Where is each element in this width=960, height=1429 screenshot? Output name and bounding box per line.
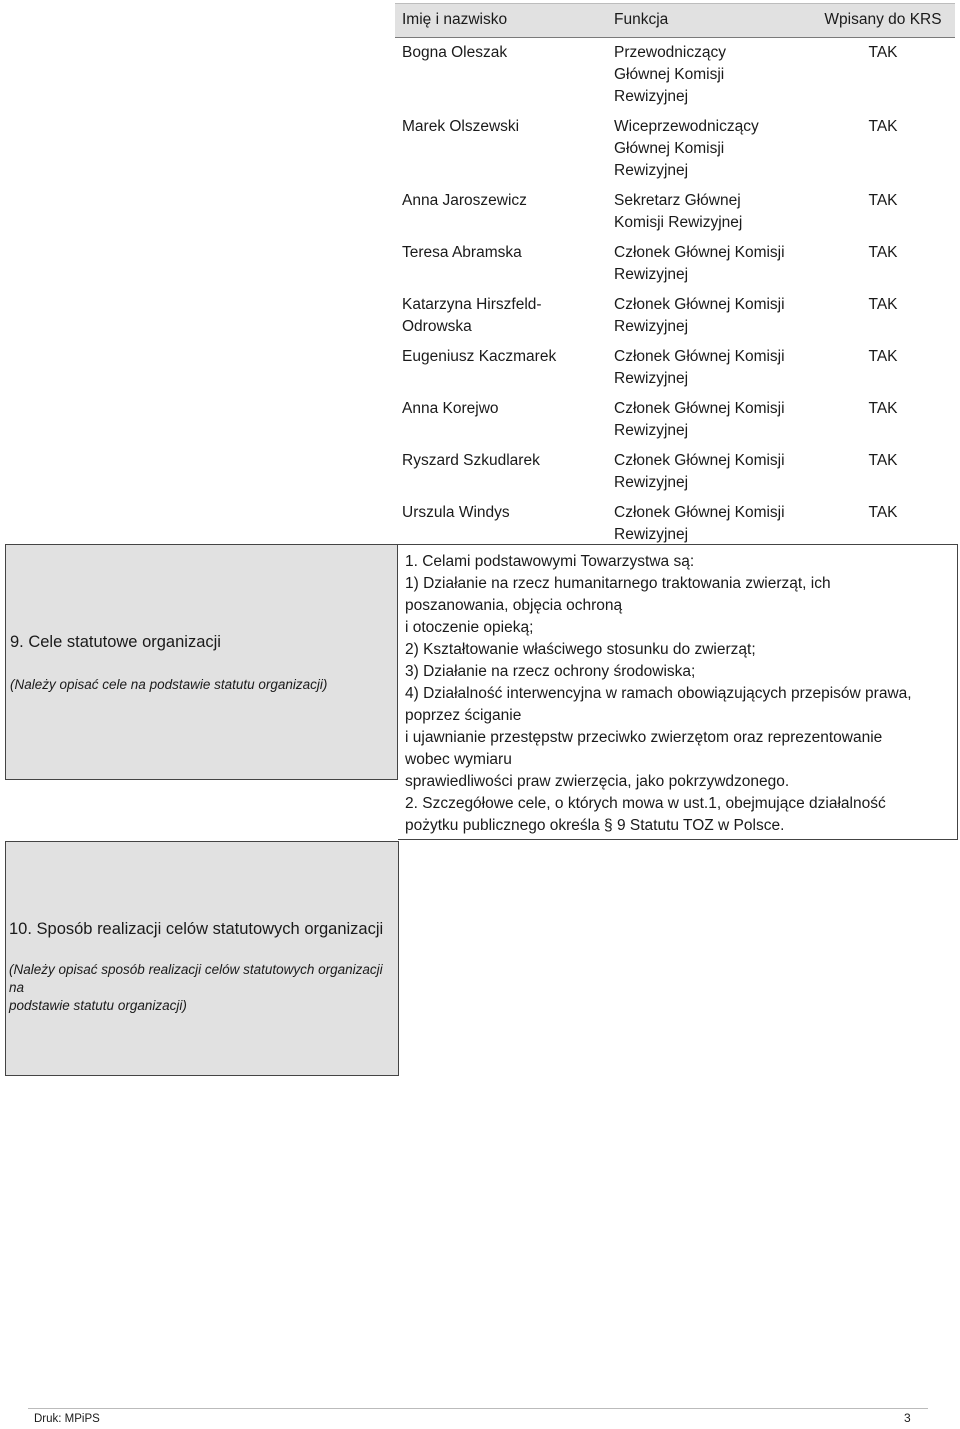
table-header-row — [395, 4, 955, 38]
member-krs: TAK — [868, 348, 898, 365]
header-krs: Wpisany do KRS — [811, 4, 955, 38]
section9-line: wobec wymiaru — [405, 751, 512, 768]
footer-divider — [28, 1408, 928, 1409]
section9-line: 2) Kształtowanie właściwego stosunku do zwierząt; — [405, 641, 756, 658]
member-function — [607, 38, 811, 113]
section9-line: pożytku publicznego określa § 9 Statutu TOZ w Polsce. — [405, 817, 785, 834]
members-table-body — [395, 38, 955, 551]
table-row — [395, 112, 955, 186]
member-function-line: Członek Głównej Komisji — [614, 296, 785, 313]
member-name-line: Ryszard Szkudlarek — [402, 452, 540, 469]
member-krs: TAK — [868, 192, 898, 209]
section9-line: poprzez ściganie — [405, 707, 522, 724]
section9-hint: (Należy opisać cele na podstawie statutu organizacji) — [10, 677, 328, 692]
table-row — [395, 446, 955, 498]
section9-line: 1. Celami podstawowymi Towarzystwa są: — [405, 553, 695, 570]
table-row — [395, 186, 955, 238]
member-krs: TAK — [868, 296, 898, 313]
member-function — [607, 446, 811, 498]
member-name-line: Marek Olszewski — [402, 118, 520, 135]
member-name — [395, 186, 607, 238]
member-name-line: Urszula Windys — [402, 504, 510, 521]
member-function-line: Sekretarz Głównej — [614, 192, 741, 209]
member-function-line: Głównej Komisji — [614, 140, 725, 157]
member-function-line: Rewizyjnej — [614, 266, 689, 283]
section9-line: poszanowania, objęcia ochroną — [405, 597, 623, 614]
member-name-line: Katarzyna Hirszfeld- — [402, 296, 542, 313]
table-row — [395, 238, 955, 290]
page-number: 3 — [904, 1411, 911, 1425]
member-krs: TAK — [868, 400, 898, 417]
member-name-line: Odrowska — [402, 318, 472, 335]
member-function-line: Rewizyjnej — [614, 526, 689, 543]
member-name — [395, 112, 607, 186]
table-row — [395, 498, 955, 550]
member-function-line: Członek Głównej Komisji — [614, 348, 785, 365]
table-row — [395, 38, 955, 113]
member-function-line: Głównej Komisji — [614, 66, 725, 83]
member-function-line: Rewizyjnej — [614, 370, 689, 387]
member-function-line: Członek Głównej Komisji — [614, 504, 785, 521]
section10-hint — [9, 961, 399, 1015]
member-function — [607, 498, 811, 550]
header-function: Funkcja — [607, 4, 811, 38]
member-function-line: Rewizyjnej — [614, 88, 689, 105]
member-function-line: Członek Głównej Komisji — [614, 244, 785, 261]
member-name — [395, 290, 607, 342]
member-krs: TAK — [868, 44, 898, 61]
member-krs: TAK — [868, 504, 898, 521]
section9-line: sprawiedliwości praw zwierzęcia, jako pokrzywdzonego. — [405, 773, 790, 790]
members-table — [395, 3, 955, 550]
member-name — [395, 38, 607, 113]
section10-title: 10. Sposób realizacji celów statutowych organizacji — [9, 920, 384, 938]
member-krs: TAK — [868, 452, 898, 469]
member-krs: TAK — [868, 118, 898, 135]
table-row — [395, 290, 955, 342]
table-row — [395, 342, 955, 394]
section10-hint-line: podstawie statutu organizacji) — [9, 998, 187, 1013]
member-function-line: Rewizyjnej — [614, 474, 689, 491]
member-name — [395, 498, 607, 550]
section9-text — [405, 551, 949, 837]
header-name: Imię i nazwisko — [395, 4, 607, 38]
section10-hint-line: (Należy opisać sposób realizacji celów statutowych organizacji na — [9, 962, 383, 995]
member-name — [395, 342, 607, 394]
member-function — [607, 290, 811, 342]
section9-line: 1) Działanie na rzecz humanitarnego traktowania zwierząt, ich — [405, 575, 831, 592]
member-function-line: Rewizyjnej — [614, 162, 689, 179]
section9-line: i otoczenie opieką; — [405, 619, 534, 636]
member-function-line: Rewizyjnej — [614, 318, 689, 335]
section9-line: i ujawnianie przestępstw przeciwko zwierzętom oraz reprezentowanie — [405, 729, 883, 746]
table-row — [395, 394, 955, 446]
member-name-line: Teresa Abramska — [402, 244, 522, 261]
member-function — [607, 238, 811, 290]
section9-line: 3) Działanie na rzecz ochrony środowiska; — [405, 663, 696, 680]
member-name-line: Eugeniusz Kaczmarek — [402, 348, 557, 365]
section9-label-box — [5, 544, 398, 780]
member-function-line: Rewizyjnej — [614, 422, 689, 439]
section9-line: 4) Działalność interwencyjna w ramach obowiązujących przepisów prawa, — [405, 685, 912, 702]
member-function — [607, 186, 811, 238]
member-function-line: Komisji Rewizyjnej — [614, 214, 743, 231]
section10-label-box — [5, 841, 399, 1076]
member-name — [395, 238, 607, 290]
member-name-line: Anna Korejwo — [402, 400, 499, 417]
member-function-line: Przewodniczący — [614, 44, 726, 61]
member-krs: TAK — [868, 244, 898, 261]
section9-line: 2. Szczegółowe cele, o których mowa w ust.1, obejmujące działalność — [405, 795, 886, 812]
member-function-line: Wiceprzewodniczący — [614, 118, 759, 135]
member-function-line: Członek Głównej Komisji — [614, 452, 785, 469]
section9-content — [398, 544, 958, 840]
member-name — [395, 446, 607, 498]
member-function — [607, 394, 811, 446]
member-function-line: Członek Głównej Komisji — [614, 400, 785, 417]
member-name-line: Anna Jaroszewicz — [402, 192, 527, 209]
member-function — [607, 112, 811, 186]
member-function — [607, 342, 811, 394]
member-name — [395, 394, 607, 446]
section9-title: 9. Cele statutowe organizacji — [10, 633, 221, 651]
footer-print-label: Druk: MPiPS — [34, 1413, 100, 1425]
member-name-line: Bogna Oleszak — [402, 44, 508, 61]
